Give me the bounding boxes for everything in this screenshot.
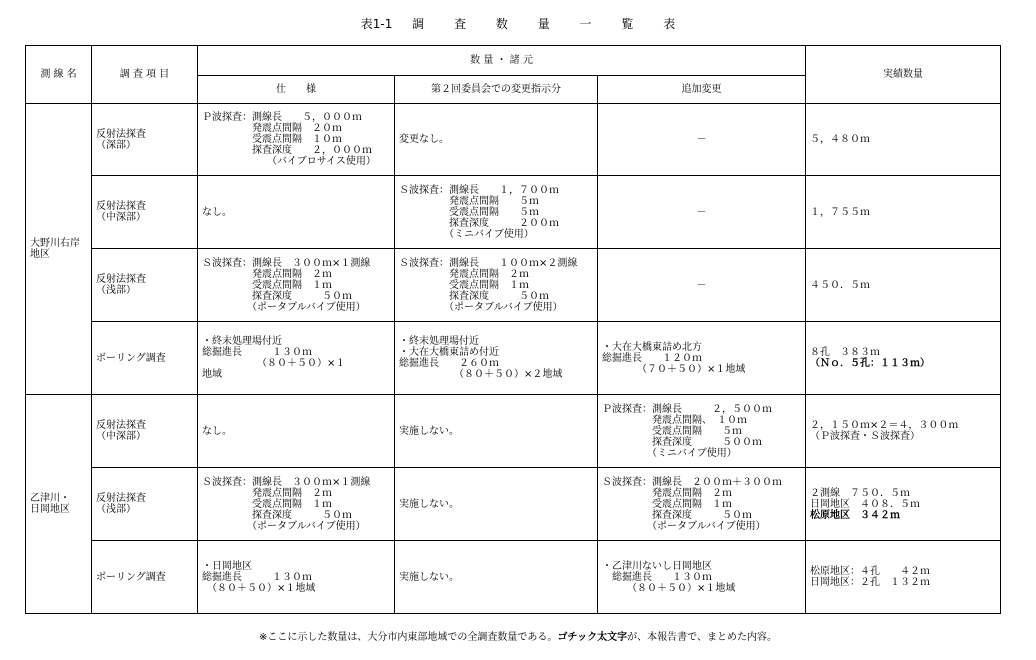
table-row xyxy=(26,104,1001,176)
title-part: 量 xyxy=(537,17,550,31)
footnote-bold-text: ゴチック太文字 xyxy=(557,632,628,643)
header-actual: 実績数量 xyxy=(806,46,1001,104)
footnote-text: ※ここに示した数量は、大分市内東部地域での全調査数量である。 xyxy=(259,632,558,643)
change-cell: Ｓ波探査：測線長 １００ｍ×２測線 発震点間隔 ２ｍ 受震点間隔 １ｍ 探査深度 ５０ｍ （ポータブルバイブ使用） xyxy=(395,249,598,322)
actual-line: ８孔 ３８３ｍ xyxy=(810,347,880,358)
additional-cell: Ｐ波探査：測線長 ２，５００ｍ 発震点間隔、 １０ｍ 受震点間隔 ５ｍ 探査深度 ５００ｍ （ミニバイブ使用） xyxy=(598,395,806,468)
title-part: 表1-1 xyxy=(360,17,393,31)
table-row xyxy=(26,249,1001,322)
table-row xyxy=(26,176,1001,249)
title-part: 数 xyxy=(495,17,508,31)
table-row xyxy=(26,541,1001,614)
survey-quantity-table xyxy=(25,45,1001,614)
spec-cell: Ｓ波探査：測線長 ３００ｍ×１測線 発震点間隔 ２ｍ 受震点間隔 １ｍ 探査深度 ５０ｍ （ポータブルバイブ使用） xyxy=(198,468,395,541)
title-part: 一 xyxy=(579,17,592,31)
area-cell: 大野川右岸 地区 xyxy=(26,104,92,395)
spec-cell: ・終末処理場付近 総掘進長 １３０ｍ （８０＋５０）×１ 地域 xyxy=(198,322,395,395)
actual-line: 日岡地区 ４０８．５ｍ xyxy=(810,498,920,510)
spec-cell: Ｓ波探査：測線長 ３００ｍ×１測線 発震点間隔 ２ｍ 受震点間隔 １ｍ 探査深度 ５０ｍ （ポータブルバイブ使用） xyxy=(198,249,395,322)
actual-cell: ４５０．５ｍ xyxy=(806,249,1001,322)
footnote-text: が、本報告書で、まとめた内容。 xyxy=(627,632,777,643)
spec-cell: なし。 xyxy=(198,176,395,249)
change-cell: 実施しない。 xyxy=(395,395,598,468)
additional-cell: ・乙津川ないし日岡地区 総掘進長 １３０ｍ （８０＋５０）×１地域 xyxy=(598,541,806,614)
actual-cell: 松原地区：４孔 ４２ｍ 日岡地区：２孔 １３２ｍ xyxy=(806,541,1001,614)
additional-cell: Ｓ波探査：測線長 ２００ｍ＋３００ｍ 発震点間隔 ２ｍ 受震点間隔 １ｍ 探査深度 ５０ｍ （ポータブルバイブ使用） xyxy=(598,468,806,541)
table-row xyxy=(26,395,1001,468)
table-title xyxy=(0,15,1036,32)
header-additional: 追加変更 xyxy=(598,76,806,104)
footnote xyxy=(0,628,1036,643)
header-quantity-spec: 数 量 ・ 諸 元 xyxy=(198,46,806,76)
header-line-name: 測 線 名 xyxy=(26,46,92,104)
item-cell: 反射法探査 （深部） xyxy=(92,104,198,176)
additional-cell: ・大在大橋東詰め北方 総掘進長 １２０ｍ （７０＋５０）×１地域 xyxy=(598,322,806,395)
spec-cell: なし。 xyxy=(198,395,395,468)
table-row xyxy=(26,468,1001,541)
item-cell: 反射法探査 （浅部） xyxy=(92,468,198,541)
actual-cell xyxy=(806,322,1001,395)
item-cell: ボーリング調査 xyxy=(92,322,198,395)
title-part: 調 xyxy=(412,17,425,31)
area-cell: 乙津川・ 日岡地区 xyxy=(26,395,92,614)
header-survey-item: 調 査 項 目 xyxy=(92,46,198,104)
change-cell: 実施しない。 xyxy=(395,541,598,614)
actual-line: （Ｎｏ．５孔：１１３ｍ） xyxy=(810,358,930,369)
additional-cell: － xyxy=(598,249,806,322)
item-cell: 反射法探査 （浅部） xyxy=(92,249,198,322)
header-spec: 仕 様 xyxy=(198,76,395,104)
table-row xyxy=(26,322,1001,395)
actual-cell xyxy=(806,468,1001,541)
actual-line: ２測線 ７５０．５ｍ xyxy=(810,487,910,499)
header-change: 第２回委員会での変更指示分 xyxy=(395,76,598,104)
title-part: 査 xyxy=(454,17,467,31)
additional-cell: － xyxy=(598,104,806,176)
item-cell: ボーリング調査 xyxy=(92,541,198,614)
spec-cell: Ｐ波探査：測線長 ５，０００ｍ 発震点間隔 ２０ｍ 受震点間隔 １０ｍ 探査深度 ２，０００ｍ （バイブロサイス使用） xyxy=(198,104,395,176)
change-cell: Ｓ波探査：測線長 １，７００ｍ 発震点間隔 ５ｍ 受震点間隔 ５ｍ 探査深度 ２００ｍ （ミニバイブ使用） xyxy=(395,176,598,249)
title-part: 表 xyxy=(663,17,676,31)
additional-cell: － xyxy=(598,176,806,249)
item-cell: 反射法探査 （中深部） xyxy=(92,395,198,468)
change-cell: 実施しない。 xyxy=(395,468,598,541)
change-cell: ・終末処理場付近 ・大在大橋東詰め付近 総掘進長 ２６０ｍ （８０＋５０）×２地域 xyxy=(395,322,598,395)
change-cell: 変更なし。 xyxy=(395,104,598,176)
actual-cell: １，７５５ｍ xyxy=(806,176,1001,249)
spec-cell: ・日岡地区 総掘進長 １３０ｍ （８０＋５０）×１地域 xyxy=(198,541,395,614)
title-part: 覧 xyxy=(621,17,634,31)
actual-line: 松原地区 ３４２ｍ xyxy=(810,509,900,521)
item-cell: 反射法探査 （中深部） xyxy=(92,176,198,249)
actual-cell: ５，４８０ｍ xyxy=(806,104,1001,176)
actual-cell: ２，１５０ｍ×２＝４，３００ｍ （Ｐ波探査・Ｓ波探査） xyxy=(806,395,1001,468)
